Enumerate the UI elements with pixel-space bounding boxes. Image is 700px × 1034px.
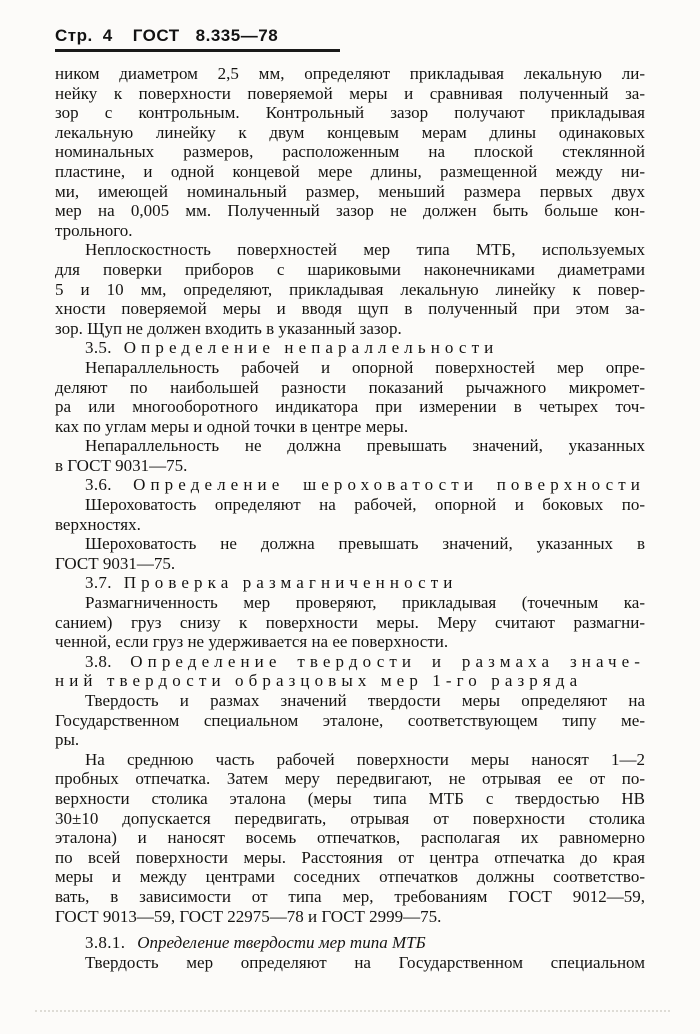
- text-line-content: пластине, и одной концевой мере длины, размещенной между ни-: [55, 161, 645, 181]
- text-line: [55, 260, 645, 280]
- text-line-content: хности поверяемой меры и вводя щуп в полученный при этом за-: [55, 299, 645, 319]
- text-line: [55, 750, 645, 770]
- page-number: 4: [102, 26, 113, 45]
- text-line-content: в ГОСТ 9031—75.: [55, 455, 188, 475]
- text-line: [55, 64, 645, 84]
- text-line: [55, 142, 645, 162]
- text-line: [55, 495, 645, 515]
- text-line: [55, 358, 645, 378]
- text-line-content: ГОСТ 9031—75.: [55, 553, 176, 573]
- clause-heading-line: [55, 652, 645, 672]
- text-line: [55, 319, 645, 339]
- text-line: [55, 953, 645, 973]
- text-line-content: На среднюю часть рабочей поверхности меры наносят 1—2: [85, 749, 645, 769]
- text-line: [55, 201, 645, 221]
- text-line: [55, 730, 645, 750]
- text-line-content: лекальную линейку к двум концевым мерам длины одинаковых: [55, 122, 645, 142]
- text-line: [55, 515, 645, 535]
- text-line-content: ченной, если груз не удерживается на ее поверхности.: [55, 632, 449, 652]
- text-line: [55, 809, 645, 829]
- text-line-content: Государственном специальном эталоне, соответствующем типу ме-: [55, 710, 645, 730]
- clause-heading-line: [55, 338, 645, 358]
- clause-heading-line: [55, 933, 645, 953]
- clause-number: 3.5.: [85, 338, 112, 358]
- text-line: [55, 456, 645, 476]
- text-line-content: верхности столика эталона (меры типа МТБ с твердостью НВ: [55, 788, 645, 808]
- standard-number: 8.335—78: [195, 26, 279, 45]
- text-line: [55, 691, 645, 711]
- text-line: [55, 240, 645, 260]
- text-line: [55, 378, 645, 398]
- text-line-content: зор с контрольным. Контрольный зазор получают прикладывая: [55, 103, 645, 123]
- text-line-content: ры.: [55, 730, 80, 750]
- page-body: [55, 64, 645, 972]
- text-line: [55, 299, 645, 319]
- text-line: [55, 417, 645, 437]
- text-line: [55, 593, 645, 613]
- text-line: [55, 671, 645, 691]
- text-line-content: ра или многооборотного индикатора при измерении в четырех точ-: [55, 397, 645, 417]
- page-label: Стр.: [55, 26, 93, 45]
- text-line: [55, 103, 645, 123]
- header-rule: [55, 49, 340, 52]
- clause-heading-line: [55, 475, 645, 495]
- text-line-content: номинальных размеров, расположенным на плоской стеклянной: [55, 142, 645, 162]
- text-line: [55, 907, 645, 927]
- text-line-content: зор. Щуп не должен входить в указанный зазор.: [55, 318, 402, 338]
- clause-title: Определение непараллельности: [123, 338, 499, 358]
- text-line-content: Непараллельность рабочей и опорной поверхностей мер опре-: [85, 357, 645, 377]
- text-line-content: трольного.: [55, 220, 133, 240]
- text-line: [55, 182, 645, 202]
- text-line: [55, 554, 645, 574]
- clause-title: Определение шероховатости поверхности: [133, 475, 645, 495]
- clause-title: Определение твердости и размаха значе-: [130, 651, 646, 671]
- text-line-content: эталона) и наносят восемь отпечатков, располагая их равномерно: [55, 828, 645, 848]
- text-line: [55, 867, 645, 887]
- clause-title: Определение твердости мер типа МТБ: [137, 933, 426, 953]
- text-line-content: Размагниченность мер проверяют, прикладывая (точечным ка-: [85, 593, 645, 613]
- text-line-content: мер на 0,005 мм. Полученный зазор не должен быть больше кон-: [55, 201, 645, 221]
- text-line-content: вать, в зависимости от типа мер, требованиям ГОСТ 9012—59,: [55, 886, 645, 906]
- text-line: [55, 221, 645, 241]
- scan-artifact-dots: [35, 1010, 670, 1012]
- clause-number: 3.8.: [85, 651, 112, 671]
- text-line: [55, 534, 645, 554]
- text-line-content: 30±10 допускается передвигать, отрывая от поверхности столика: [55, 808, 645, 828]
- text-line-content: для поверки приборов с шариковыми наконечниками диаметрами: [55, 259, 645, 279]
- text-line-content: ках по углам меры и одной точки в центре меры.: [55, 416, 409, 436]
- text-line: [55, 887, 645, 907]
- text-line-content: ми, имеющей номинальный размер, меньший размера первых двух: [55, 181, 645, 201]
- standard-code: ГОСТ: [132, 26, 180, 45]
- text-line: [55, 789, 645, 809]
- text-line: [55, 711, 645, 731]
- text-line-content: нейку к поверхности поверяемой меры и сравнивая полученный за-: [55, 83, 645, 103]
- text-line: [55, 613, 645, 633]
- text-line-content: Твердость мер определяют на Государственном специальном: [85, 952, 645, 972]
- clause-heading-line: [55, 573, 645, 593]
- running-header: [55, 26, 278, 46]
- text-line-content: Неплоскостность поверхностей мер типа МТБ, используемых: [85, 240, 645, 260]
- text-line-content: Твердость и размах значений твердости меры определяют на: [85, 691, 645, 710]
- text-line-content: 5 и 10 мм, определяют, прикладывая лекальную линейку к повер-: [55, 279, 645, 299]
- text-line: [55, 397, 645, 417]
- text-line-content: верхностях.: [55, 514, 141, 534]
- text-line: [55, 848, 645, 868]
- clause-number: 3.7.: [85, 573, 112, 593]
- text-line-content: Непараллельность не должна превышать значений, указанных: [85, 436, 645, 456]
- clause-number: 3.6.: [85, 475, 112, 495]
- text-line-content: ний твердости образцовых мер 1-го разряда: [55, 671, 583, 691]
- text-line-content: ГОСТ 9013—59, ГОСТ 22975—78 и ГОСТ 2999—75.: [55, 906, 442, 926]
- text-line-content: Шероховатость не должна превышать значений, указанных в: [85, 534, 645, 554]
- text-line: [55, 280, 645, 300]
- text-line-content: Шероховатость определяют на рабочей, опорной и боковых по-: [85, 495, 645, 515]
- text-line: [55, 162, 645, 182]
- clause-title: Проверка размагниченности: [123, 573, 458, 593]
- text-line: [55, 632, 645, 652]
- text-line-content: пробных отпечатка. Затем меру передвигают, не отрывая ее от по-: [55, 769, 645, 789]
- text-line: [55, 436, 645, 456]
- text-line: [55, 123, 645, 143]
- text-line-content: меры и между центрами соседних отпечатков должны соответство-: [55, 867, 645, 887]
- text-line-content: по всей поверхности меры. Расстояния от центра отпечатка до края: [55, 847, 645, 867]
- text-line: [55, 828, 645, 848]
- text-line: [55, 84, 645, 104]
- text-line-content: санием) груз снизу к поверхности меры. Меру считают размагни-: [55, 612, 645, 632]
- text-line-content: ником диаметром 2,5 мм, определяют прикладывая лекальную ли-: [55, 64, 645, 83]
- clause-number: 3.8.1.: [85, 933, 126, 953]
- text-line: [55, 769, 645, 789]
- text-line-content: деляют по наибольшей разности показаний рычажного микромет-: [55, 377, 645, 397]
